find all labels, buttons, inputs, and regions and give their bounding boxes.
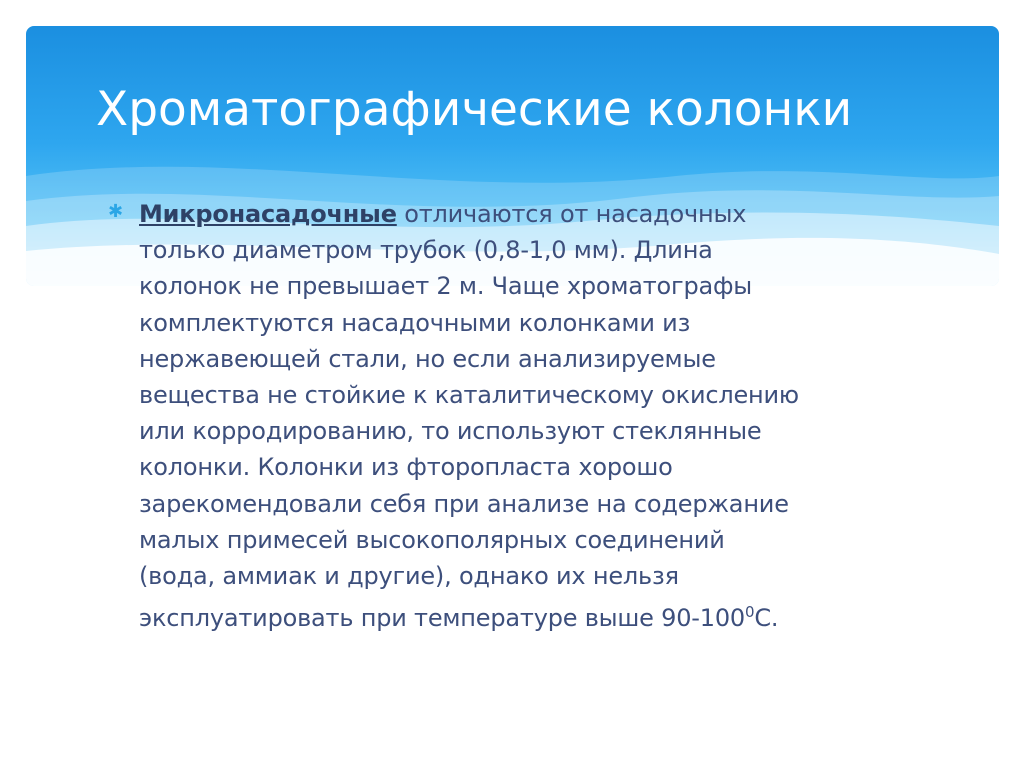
paragraph-line: зарекомендовали себя при анализе на содержание xyxy=(139,489,789,518)
slide-title: Хроматографические колонки xyxy=(96,82,853,137)
paragraph-line: эксплуатировать при температуре выше $90-100^0С$. xyxy=(139,603,779,633)
paragraph-line: Микронасадочные отличаются от насадочных xyxy=(139,200,747,228)
paragraph-line: нержавеющей стали, но если анализируемые xyxy=(139,344,716,373)
paragraph-line: вещества не стойкие к каталитическому окислению xyxy=(139,381,799,410)
degree-superscript: 0 xyxy=(744,603,755,622)
paragraph-line: колонок не превышает 2 м. Чаще хроматографы xyxy=(139,272,753,301)
asterisk-bullet-icon: ✱ xyxy=(108,201,124,222)
paragraph-line: только диаметром трубок (0,8-1,0 мм). Длина xyxy=(139,236,713,265)
paragraph-line: комплектуются насадочными колонками из xyxy=(139,308,691,337)
slide-content xyxy=(108,196,928,636)
paragraph-line: или корродированию, то используют стеклянные xyxy=(139,417,762,446)
bullet-paragraph xyxy=(139,196,928,636)
paragraph-line: колонки. Колонки из фторопласта хорошо xyxy=(139,453,673,482)
term-highlight: Микронасадочные xyxy=(139,200,397,228)
paragraph-line: (вода, аммиак и другие), однако их нельзя xyxy=(139,562,679,591)
paragraph-line: малых примесей высокополярных соединений xyxy=(139,525,725,554)
